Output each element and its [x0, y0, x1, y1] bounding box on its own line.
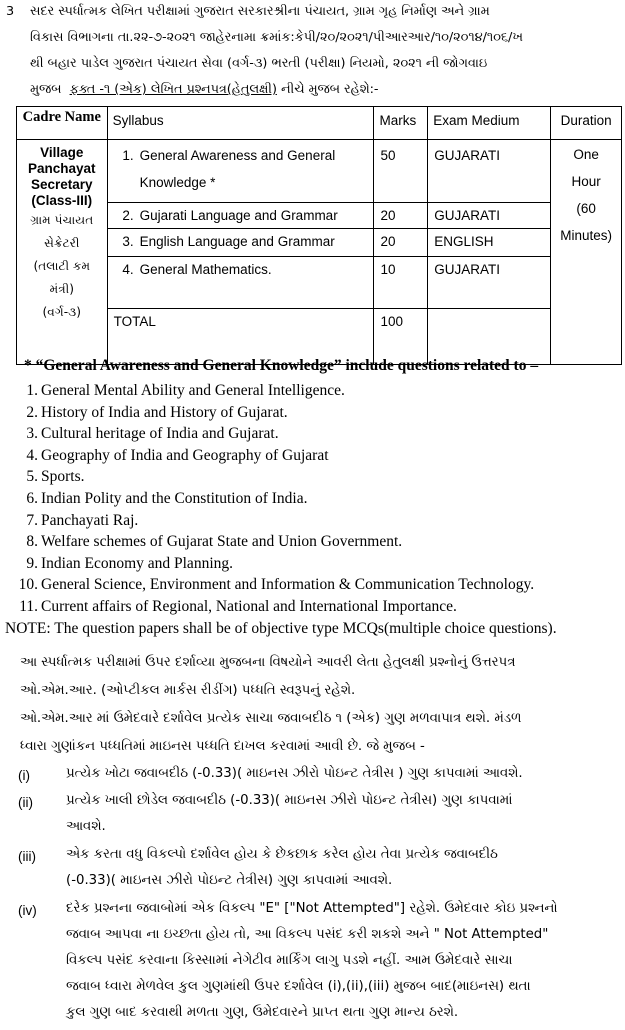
cadre-en-line: Secretary [31, 177, 93, 192]
cadre-gu-line: ગ્રામ પંચાયત [30, 213, 94, 227]
duration-cell [551, 140, 622, 365]
para-line: ધ્વારા ગુણાંકન પધ્ધતિમાં માઇનસ પધ્ધતિ દાખલ કરવામાં આવી છે. જે મુજબ - [20, 739, 425, 754]
underlined-phrase: ફક્ત -૧ (એક) લેખિત પ્રશ્નપત્ર(હેતુલક્ષી) [69, 82, 277, 97]
duration-line: Hour [571, 174, 601, 189]
syllabus-subject: 1. General Awareness and General Knowledge * [107, 140, 374, 203]
cadre-gu-line: સેક્રેટરી [44, 236, 80, 250]
total-label: TOTAL [107, 309, 374, 365]
intro-line-4: મુજબ ફક્ત -૧ (એક) લેખિત પ્રશ્નપત્ર(હેતુલક્ષી) નીચે મુજબ રહેશે:- [30, 82, 379, 97]
header-cadre-name: Cadre Name [17, 107, 108, 140]
cadre-cell [17, 140, 108, 365]
list-item: 1. General Mental Ability and General Intelligence. [26, 382, 345, 399]
list-item: 4. Geography of India and Geography of Gujarat [26, 446, 329, 464]
header-duration: Duration [551, 107, 622, 140]
syllabus-subject: 4. General Mathematics. [107, 257, 374, 309]
rule-number: (i) [18, 768, 30, 783]
note-text: NOTE: The question papers shall be of objective type MCQs(multiple choice questions). [5, 620, 557, 637]
total-marks: 100 [374, 309, 428, 365]
syllabus-subject: 3. English Language and Grammar [107, 229, 374, 257]
rule-line: કુલ ગુણ બાદ કરવાથી મળતા ગુણ, ઉમેદવારને પ્રાપ્ત થતા ગુણ માન્ય ઠરશે. [66, 1005, 459, 1020]
marks-value: 20 [374, 203, 428, 229]
rule-line: જવાબ ધ્વારા મેળવેલ કુલ ગુણમાંથી ઉપર દર્શાવેલ (i),(ii),(iii) મુજબ બાદ(માઇનસ) થતા [66, 979, 531, 994]
topics-list [0, 382, 534, 620]
intro-line-2: વિકાસ વિભાગના તા.૨૨-૭-૨૦૨૧ જાહેરનામા ક્રમાંક:કેપી/૨૦/૨૦૨૧/પીઆરઆર/૧૦/૨૦૧૪/૧૦૬/ખ [30, 30, 523, 45]
list-item: 2. History of India and History of Gujarat. [26, 403, 288, 421]
rule-line: વિકલ્પ પસંદ કરવાના કિસ્સામાં નેગેટીવ માર્કિંગ લાગુ પડશે નહીં. આમ ઉમેદવારે સાચા [66, 953, 513, 968]
medium-value: GUJARATI [428, 203, 551, 229]
list-item: 11. Current affairs of Regional, National and International Importance. [19, 597, 457, 615]
intro-line-1: સદર સ્પર્ધાત્મક લેખિત પરીક્ષામાં ગુજરાત સરકારશ્રીના પંચાયત, ગ્રામ ગૃહ નિર્માણ અને ગ્રામ [30, 4, 490, 19]
rule-line: આવશે. [66, 819, 106, 834]
rule-number: (ii) [18, 795, 33, 810]
marks-value: 50 [374, 140, 428, 203]
cadre-en-line: Village [40, 145, 84, 160]
duration-line: One [573, 147, 599, 162]
table-row [17, 203, 622, 229]
list-item: 6. Indian Polity and the Constitution of India. [26, 489, 308, 507]
header-syllabus: Syllabus [107, 107, 374, 140]
duration-line: Minutes) [560, 228, 613, 243]
para-line: આ સ્પર્ધાત્મક પરીક્ષામાં ઉપર દર્શાવ્યા મુજબના વિષયોને આવરી લેતા હેતુલક્ષી પ્રશ્નોનું ઉત્તરપત્ર [20, 655, 516, 670]
rule-line: જવાબ આપવા ના ઇચ્છતા હોય તો, આ વિકલ્પ પસંદ કરી શકશે અને " Not Attempted" [66, 927, 549, 942]
header-marks: Marks [374, 107, 428, 140]
medium-value: ENGLISH [428, 229, 551, 257]
rule-number: (iv) [18, 903, 37, 918]
rule-line: પ્રત્યેક ખોટા જવાબદીઠ (-0.33)( માઇનસ ઝીરો પોઇન્ટ તેત્રીસ ) ગુણ કાપવામાં આવશે. [66, 766, 523, 781]
list-item: 5. Sports. [26, 468, 85, 486]
rule-number: (iii) [18, 849, 36, 864]
table-row [17, 257, 622, 309]
table-header-row [17, 107, 622, 140]
duration-line: (60 [576, 201, 596, 216]
rule-line: એક કરતા વધુ વિકલ્પો દર્શાવેલ હોય કે છેકછાક કરેલ હોય તેવા પ્રત્યેક જવાબદીઠ [66, 847, 498, 862]
list-item: 7. Panchayati Raj. [26, 511, 139, 529]
list-item: 9. Indian Economy and Planning. [26, 554, 233, 572]
medium-value: GUJARATI [428, 257, 551, 309]
marks-value: 10 [374, 257, 428, 309]
para-line: ઓ.એમ.આર. (ઓપ્ટીકલ માર્કસ રીડીંગ) પધ્ધતિ સ્વરૂપનું રહેશે. [20, 683, 356, 698]
table-row [17, 229, 622, 257]
point-number: 3 [6, 4, 15, 19]
medium-value: GUJARATI [428, 140, 551, 203]
para-line: ઓ.એમ.આર માં ઉમેદવારે દર્શાવેલ પ્રત્યેક સાચા જવાબદીઠ ૧ (એક) ગુણ મળવાપાત્ર થશે. મંડળ [20, 711, 522, 726]
rule-line: (-0.33)( માઇનસ ઝીરો પોઇન્ટ તેત્રીસ) ગુણ કાપવામાં આવશે. [66, 873, 393, 888]
intro-line-3: થી બહાર પાડેલ ગુજરાત પંચાયત સેવા (વર્ગ-૩) ભરતી (પરીક્ષા) નિયમો, ૨૦૨૧ ની જોગવાઇ [30, 56, 488, 71]
syllabus-table [16, 106, 622, 365]
table-row [17, 140, 622, 203]
list-item: 8. Welfare schemes of Gujarat State and Union Government. [26, 533, 403, 551]
header-exam-medium: Exam Medium [428, 107, 551, 140]
cadre-en-line: Panchayat [28, 161, 96, 176]
cadre-gu-line: (તલાટી કમ [33, 259, 91, 273]
rule-line: પ્રત્યેક ખાલી છોડેલ જવાબદીઠ (-0.33)( માઇનસ ઝીરો પોઇન્ટ તેત્રીસ) ગુણ કાપવામાં [66, 793, 513, 808]
cadre-gu-line: મંત્રી) [49, 282, 74, 296]
list-item: 10. General Science, Environment and Information & Communication Technology. [18, 576, 535, 594]
list-item: 3. Cultural heritage of India and Gujarat. [26, 425, 279, 443]
syllabus-subject: 2. Gujarati Language and Grammar [107, 203, 374, 229]
rule-line: દરેક પ્રશ્નના જવાબોમાં એક વિકલ્પ "E" ["Not Attempted"] રહેશે. ઉમેદવાર કોઇ પ્રશ્નનો [66, 901, 558, 916]
cadre-gu-line: (વર્ગ-૩) [42, 305, 82, 319]
gak-heading: * “General Awareness and General Knowledge” include questions related to – [24, 357, 539, 374]
marks-value: 20 [374, 229, 428, 257]
cadre-en-line: (Class-III) [31, 193, 93, 208]
